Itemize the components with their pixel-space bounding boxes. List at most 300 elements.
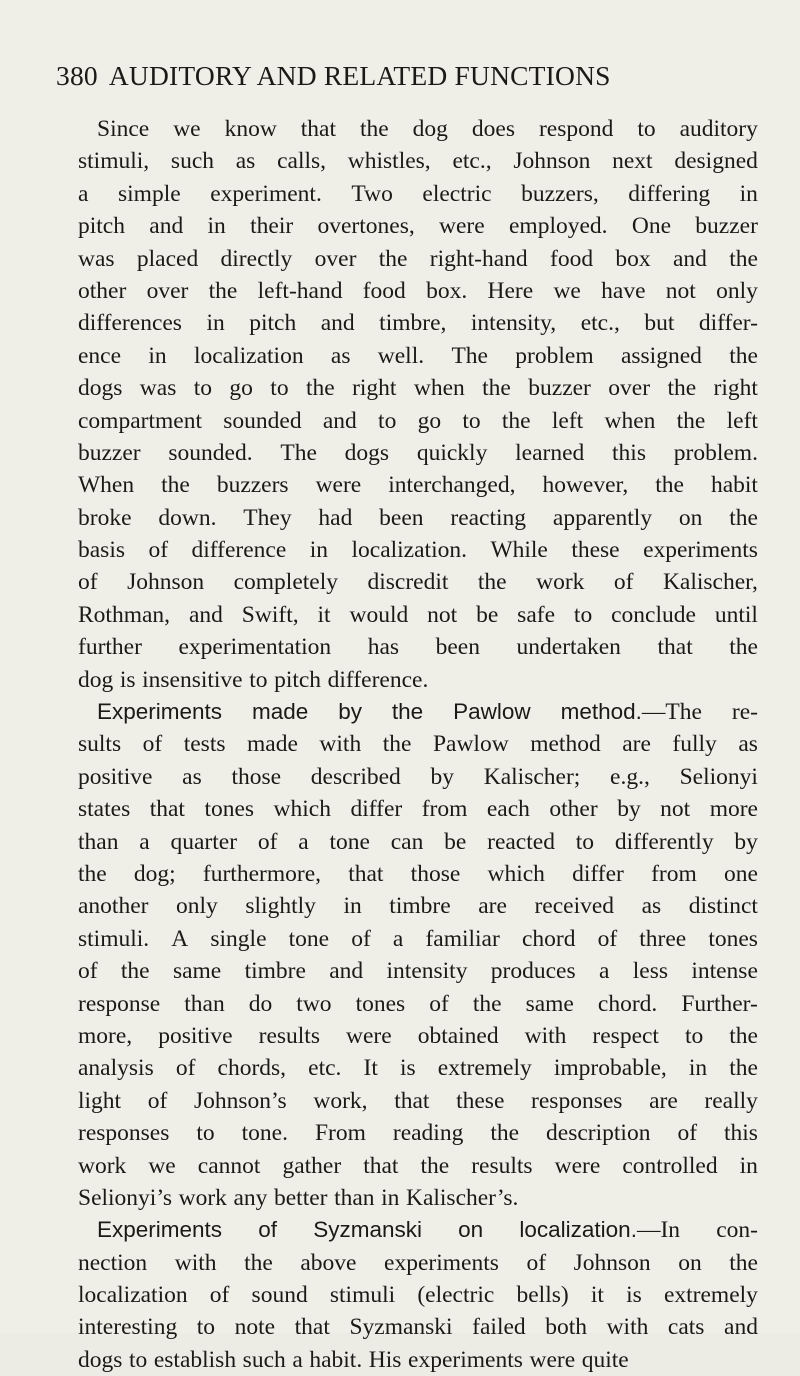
word: the — [729, 245, 758, 272]
text-line — [78, 1311, 758, 1343]
word: that — [149, 796, 185, 823]
heading-word: the — [391, 699, 424, 725]
word: been — [435, 634, 480, 661]
word: tones — [355, 990, 406, 1017]
word: responses — [531, 1087, 623, 1114]
word: improbable, — [553, 1055, 667, 1082]
word: intensity, — [470, 310, 557, 337]
word: broke — [78, 504, 132, 531]
text-line — [78, 1182, 758, 1214]
word: experiments — [643, 537, 758, 564]
word: pitch — [78, 213, 125, 240]
word: experiment. — [210, 180, 322, 207]
word: produces — [490, 958, 576, 985]
word: as — [330, 342, 351, 369]
word: work, — [313, 1087, 368, 1114]
heading-word: localization.—In — [519, 1217, 681, 1244]
word: work — [178, 1184, 227, 1211]
running-head — [56, 60, 756, 92]
page-number: 380 — [56, 60, 98, 91]
word: left — [551, 407, 584, 434]
word: the — [667, 375, 697, 402]
word: differ- — [698, 310, 758, 337]
word: Johnson’s — [193, 1087, 287, 1114]
word: stimuli. — [78, 925, 150, 952]
word: does — [471, 116, 515, 142]
text-line — [78, 599, 758, 631]
word: from — [651, 860, 697, 887]
word: same — [172, 958, 222, 985]
word: of — [148, 537, 169, 564]
text-line — [78, 1052, 758, 1084]
word: difference — [191, 537, 287, 564]
text-line — [78, 1344, 758, 1376]
word: made — [247, 731, 298, 758]
word: tones — [708, 925, 758, 952]
word: than — [78, 828, 119, 855]
word: a — [139, 828, 150, 855]
text-line — [78, 405, 758, 437]
word: Johnson — [127, 569, 205, 596]
heading-word: Experiments — [97, 699, 223, 725]
word: as — [235, 148, 256, 175]
heading-word: Syzmanski — [313, 1217, 422, 1243]
word: chords, — [217, 1055, 287, 1082]
word: positive — [158, 1022, 233, 1049]
word: that — [300, 116, 337, 142]
word: a — [298, 828, 309, 855]
text-line — [78, 793, 758, 825]
word: the — [472, 990, 502, 1017]
word: those — [231, 763, 282, 790]
text-line — [78, 631, 758, 663]
word: Since — [97, 116, 150, 142]
word: re- — [731, 699, 758, 726]
word: other — [549, 796, 598, 823]
word: that — [657, 634, 693, 661]
word: the — [482, 375, 511, 402]
word: difference. — [327, 666, 429, 693]
word: intense — [691, 958, 758, 985]
word: dog; — [133, 860, 176, 887]
word: the — [244, 1249, 273, 1276]
word: a — [78, 180, 89, 207]
text-line — [78, 145, 758, 177]
word: another — [78, 893, 149, 920]
word: one — [723, 860, 758, 887]
word: know — [224, 116, 277, 142]
word: The — [451, 342, 488, 369]
word: right — [713, 375, 758, 402]
word: in — [381, 1184, 400, 1211]
word: of — [257, 828, 278, 855]
word: distinct — [688, 893, 758, 920]
text-line — [78, 858, 758, 890]
word: of — [597, 925, 618, 952]
word: From — [314, 1120, 366, 1147]
word: slightly — [245, 893, 316, 920]
text-line — [78, 178, 758, 210]
word: and — [672, 245, 707, 272]
word: the — [676, 407, 706, 434]
word: the — [78, 860, 107, 887]
word: however, — [542, 472, 629, 499]
word: a — [598, 958, 610, 985]
word: box. — [426, 277, 468, 304]
word: by — [617, 796, 641, 823]
text-line — [78, 1117, 758, 1149]
text-line — [78, 1150, 758, 1182]
word: of — [351, 925, 371, 952]
word: can — [390, 828, 424, 855]
word: analysis — [78, 1055, 154, 1082]
word: we — [148, 1152, 176, 1179]
word: fully — [672, 731, 717, 758]
word: the — [420, 1152, 450, 1179]
word: next — [612, 148, 653, 175]
text-line — [78, 502, 758, 534]
word: Here — [487, 277, 534, 304]
word: but — [644, 310, 675, 337]
heading-word: Pawlow — [453, 699, 531, 725]
word: Syzmanski — [349, 1314, 453, 1341]
word: ence — [78, 342, 122, 369]
word: They — [243, 504, 292, 531]
text-line — [78, 437, 758, 469]
word: light — [78, 1087, 122, 1114]
heading-word: by — [338, 699, 362, 725]
word: Kalischer; — [483, 763, 581, 790]
heading-word: method.—The — [560, 699, 702, 726]
word: work — [536, 569, 585, 596]
word: these — [456, 1087, 505, 1114]
word: described — [310, 763, 401, 790]
word: better — [273, 1184, 328, 1211]
word: with — [319, 731, 362, 758]
word: establish — [153, 1346, 237, 1373]
word: chord. — [597, 990, 658, 1017]
word: that — [294, 1314, 330, 1341]
word: of — [147, 1087, 168, 1114]
word: when — [413, 375, 465, 402]
paragraph-heading-line — [97, 1214, 758, 1246]
word: which — [273, 796, 331, 823]
word: localization — [193, 342, 304, 369]
word: buzzer — [78, 439, 141, 466]
word: the — [378, 245, 408, 272]
word: to — [193, 375, 213, 402]
word: those — [410, 860, 461, 887]
word: it — [317, 601, 331, 628]
word: would — [349, 601, 409, 628]
word: further — [78, 634, 142, 661]
word: differ — [350, 796, 403, 823]
text-line — [78, 890, 758, 922]
word: dogs — [344, 439, 390, 466]
word: more, — [78, 1022, 133, 1049]
word: right-hand — [429, 245, 528, 272]
word: same — [525, 990, 574, 1017]
word: The — [280, 439, 317, 466]
chapter-title: AUDITORY AND RELATED FUNCTIONS — [108, 60, 611, 91]
word: in — [207, 213, 226, 240]
word: respond — [538, 116, 614, 142]
text-line — [78, 340, 758, 372]
word: these — [571, 537, 620, 564]
word: was — [78, 245, 115, 272]
word: three — [639, 925, 687, 952]
word: is — [400, 1055, 416, 1082]
word: of — [175, 1055, 196, 1082]
word: have — [601, 277, 646, 304]
word: results — [258, 1022, 320, 1049]
word: single — [210, 925, 267, 952]
word: results — [471, 1152, 533, 1179]
word: interchanged, — [388, 472, 516, 499]
word: It — [363, 1055, 378, 1082]
word: description — [546, 1120, 651, 1147]
word: to — [270, 375, 289, 402]
word: such — [242, 1346, 286, 1373]
word: is — [119, 666, 136, 693]
text-line — [78, 988, 758, 1020]
word: and — [329, 958, 364, 985]
word: interesting — [78, 1314, 178, 1341]
word: Johnson — [513, 148, 591, 175]
word: not — [660, 796, 691, 823]
word: until — [714, 601, 758, 628]
word: nection — [78, 1249, 148, 1276]
word: etc., — [452, 148, 492, 175]
word: Johnson — [573, 1249, 651, 1276]
word: experiments — [384, 1249, 499, 1276]
word: of — [142, 731, 163, 758]
word: this — [612, 439, 646, 466]
word: that — [394, 1087, 430, 1114]
word: of — [613, 569, 634, 596]
word: buzzers, — [521, 180, 599, 207]
word: tests — [183, 731, 226, 758]
word: Kalischer, — [662, 569, 758, 596]
word: a — [392, 925, 404, 952]
word: learned — [515, 439, 585, 466]
word: to — [462, 407, 481, 434]
word: in — [343, 893, 362, 920]
heading-word: on — [458, 1217, 484, 1243]
word: than — [334, 1184, 375, 1211]
word: (electric — [417, 1282, 495, 1309]
word: only — [176, 893, 218, 920]
word: to — [196, 1314, 216, 1341]
word: left — [726, 407, 758, 434]
word: buzzer — [695, 213, 758, 240]
word: such — [170, 148, 214, 175]
word: experimentation — [178, 634, 332, 661]
text-line — [78, 210, 758, 242]
word: Selionyi — [679, 763, 758, 790]
word: safe — [517, 601, 556, 628]
word: directly — [220, 245, 293, 272]
word: the — [359, 116, 389, 142]
text-line — [78, 243, 758, 275]
word: the — [729, 634, 758, 661]
word: insensitive — [142, 666, 243, 693]
word: with — [606, 1314, 649, 1341]
heading-word: Experiments — [97, 1217, 223, 1243]
word: the — [477, 569, 507, 596]
word: each — [486, 796, 530, 823]
word: to — [684, 1022, 704, 1049]
word: undertaken — [516, 634, 621, 661]
word: to — [196, 1120, 215, 1147]
word: tones — [204, 796, 255, 823]
word: were — [439, 213, 485, 240]
word: differently — [614, 828, 714, 855]
word: method — [530, 731, 601, 758]
word: as — [182, 763, 202, 790]
word: of — [677, 1120, 698, 1147]
word: habit. — [309, 1346, 363, 1373]
word: sounded — [223, 407, 302, 434]
word: stimuli, — [78, 148, 150, 175]
word: by — [430, 763, 455, 790]
word: in — [739, 1152, 758, 1179]
word: controlled — [622, 1152, 718, 1179]
word: failed — [472, 1314, 526, 1341]
word: While — [490, 537, 548, 564]
word: completely — [233, 569, 339, 596]
word: on — [678, 1249, 702, 1276]
word: etc., — [580, 310, 620, 337]
word: and — [320, 310, 355, 337]
word: When — [78, 472, 135, 499]
word: the — [729, 504, 758, 531]
word: box — [615, 245, 651, 272]
word: the — [490, 1120, 520, 1147]
text-line — [78, 955, 758, 987]
word: dog — [78, 666, 114, 693]
word: not — [427, 601, 458, 628]
word: when — [604, 407, 656, 434]
word: we — [173, 116, 201, 142]
body-text — [78, 113, 758, 1376]
text-line — [78, 372, 758, 404]
text-line — [78, 761, 758, 793]
word: pitch — [249, 310, 297, 337]
word: in — [206, 310, 225, 337]
paragraph-heading-line — [97, 696, 758, 728]
text-line — [78, 307, 758, 339]
word: which — [487, 860, 545, 887]
word: tone — [288, 925, 330, 952]
word: food — [362, 277, 406, 304]
word: of — [526, 1249, 547, 1276]
word: calls, — [277, 148, 327, 175]
word: the — [161, 472, 190, 499]
word: Rothman, — [78, 601, 171, 628]
word: positive — [78, 763, 153, 790]
text-line — [78, 566, 758, 598]
word: right — [352, 375, 397, 402]
word: respect — [592, 1022, 659, 1049]
word: that — [348, 860, 384, 887]
word: as — [738, 731, 758, 758]
word: than — [184, 990, 225, 1017]
word: auditory — [679, 116, 758, 142]
word: and — [322, 407, 357, 434]
word: etc. — [308, 1055, 342, 1082]
word: go — [229, 375, 253, 402]
word: over — [314, 245, 357, 272]
word: their — [250, 213, 294, 240]
word: the — [120, 958, 150, 985]
word: as — [641, 893, 662, 920]
word: extremely — [663, 1282, 758, 1309]
word: differences — [78, 310, 182, 337]
word: to — [249, 666, 268, 693]
word: that — [363, 1152, 399, 1179]
word: basis — [78, 537, 125, 564]
word: localization — [78, 1282, 188, 1309]
word: One — [631, 213, 671, 240]
word: any — [233, 1184, 268, 1211]
word: tone — [329, 828, 370, 855]
word: intensity — [386, 958, 468, 985]
word: dog — [412, 116, 448, 142]
word: were — [315, 472, 362, 499]
word: this — [724, 1120, 758, 1147]
word: is — [626, 1282, 642, 1309]
word: to — [575, 828, 595, 855]
word: from — [421, 796, 468, 823]
word: was — [139, 375, 177, 402]
word: dogs — [78, 375, 123, 402]
word: states — [78, 796, 131, 823]
word: overtones, — [317, 213, 415, 240]
word: in — [148, 342, 167, 369]
word: gather — [282, 1152, 342, 1179]
word: over — [608, 375, 651, 402]
word: down. — [158, 504, 217, 531]
word: responses — [78, 1120, 170, 1147]
text-line — [78, 469, 758, 501]
word: designed — [674, 148, 758, 175]
word: less — [632, 958, 668, 985]
word: extremely — [437, 1055, 532, 1082]
word: we — [553, 277, 581, 304]
text-line — [78, 826, 758, 858]
word: of — [78, 569, 98, 596]
word: a — [292, 1346, 303, 1373]
word: tone. — [241, 1120, 288, 1147]
word: Two — [351, 180, 393, 207]
word: with — [174, 1249, 217, 1276]
text-line — [78, 1020, 758, 1052]
word: the — [729, 1055, 758, 1082]
word: e.g., — [610, 763, 650, 790]
word: response — [78, 990, 161, 1017]
text-line — [78, 275, 758, 307]
word: were — [529, 1346, 576, 1373]
word: the — [382, 731, 412, 758]
word: food — [550, 245, 594, 272]
word: with — [524, 1022, 567, 1049]
word: sound — [251, 1282, 308, 1309]
word: apparently — [552, 504, 653, 531]
word: His — [368, 1346, 402, 1373]
word: of — [429, 990, 449, 1017]
word: of — [78, 958, 98, 985]
